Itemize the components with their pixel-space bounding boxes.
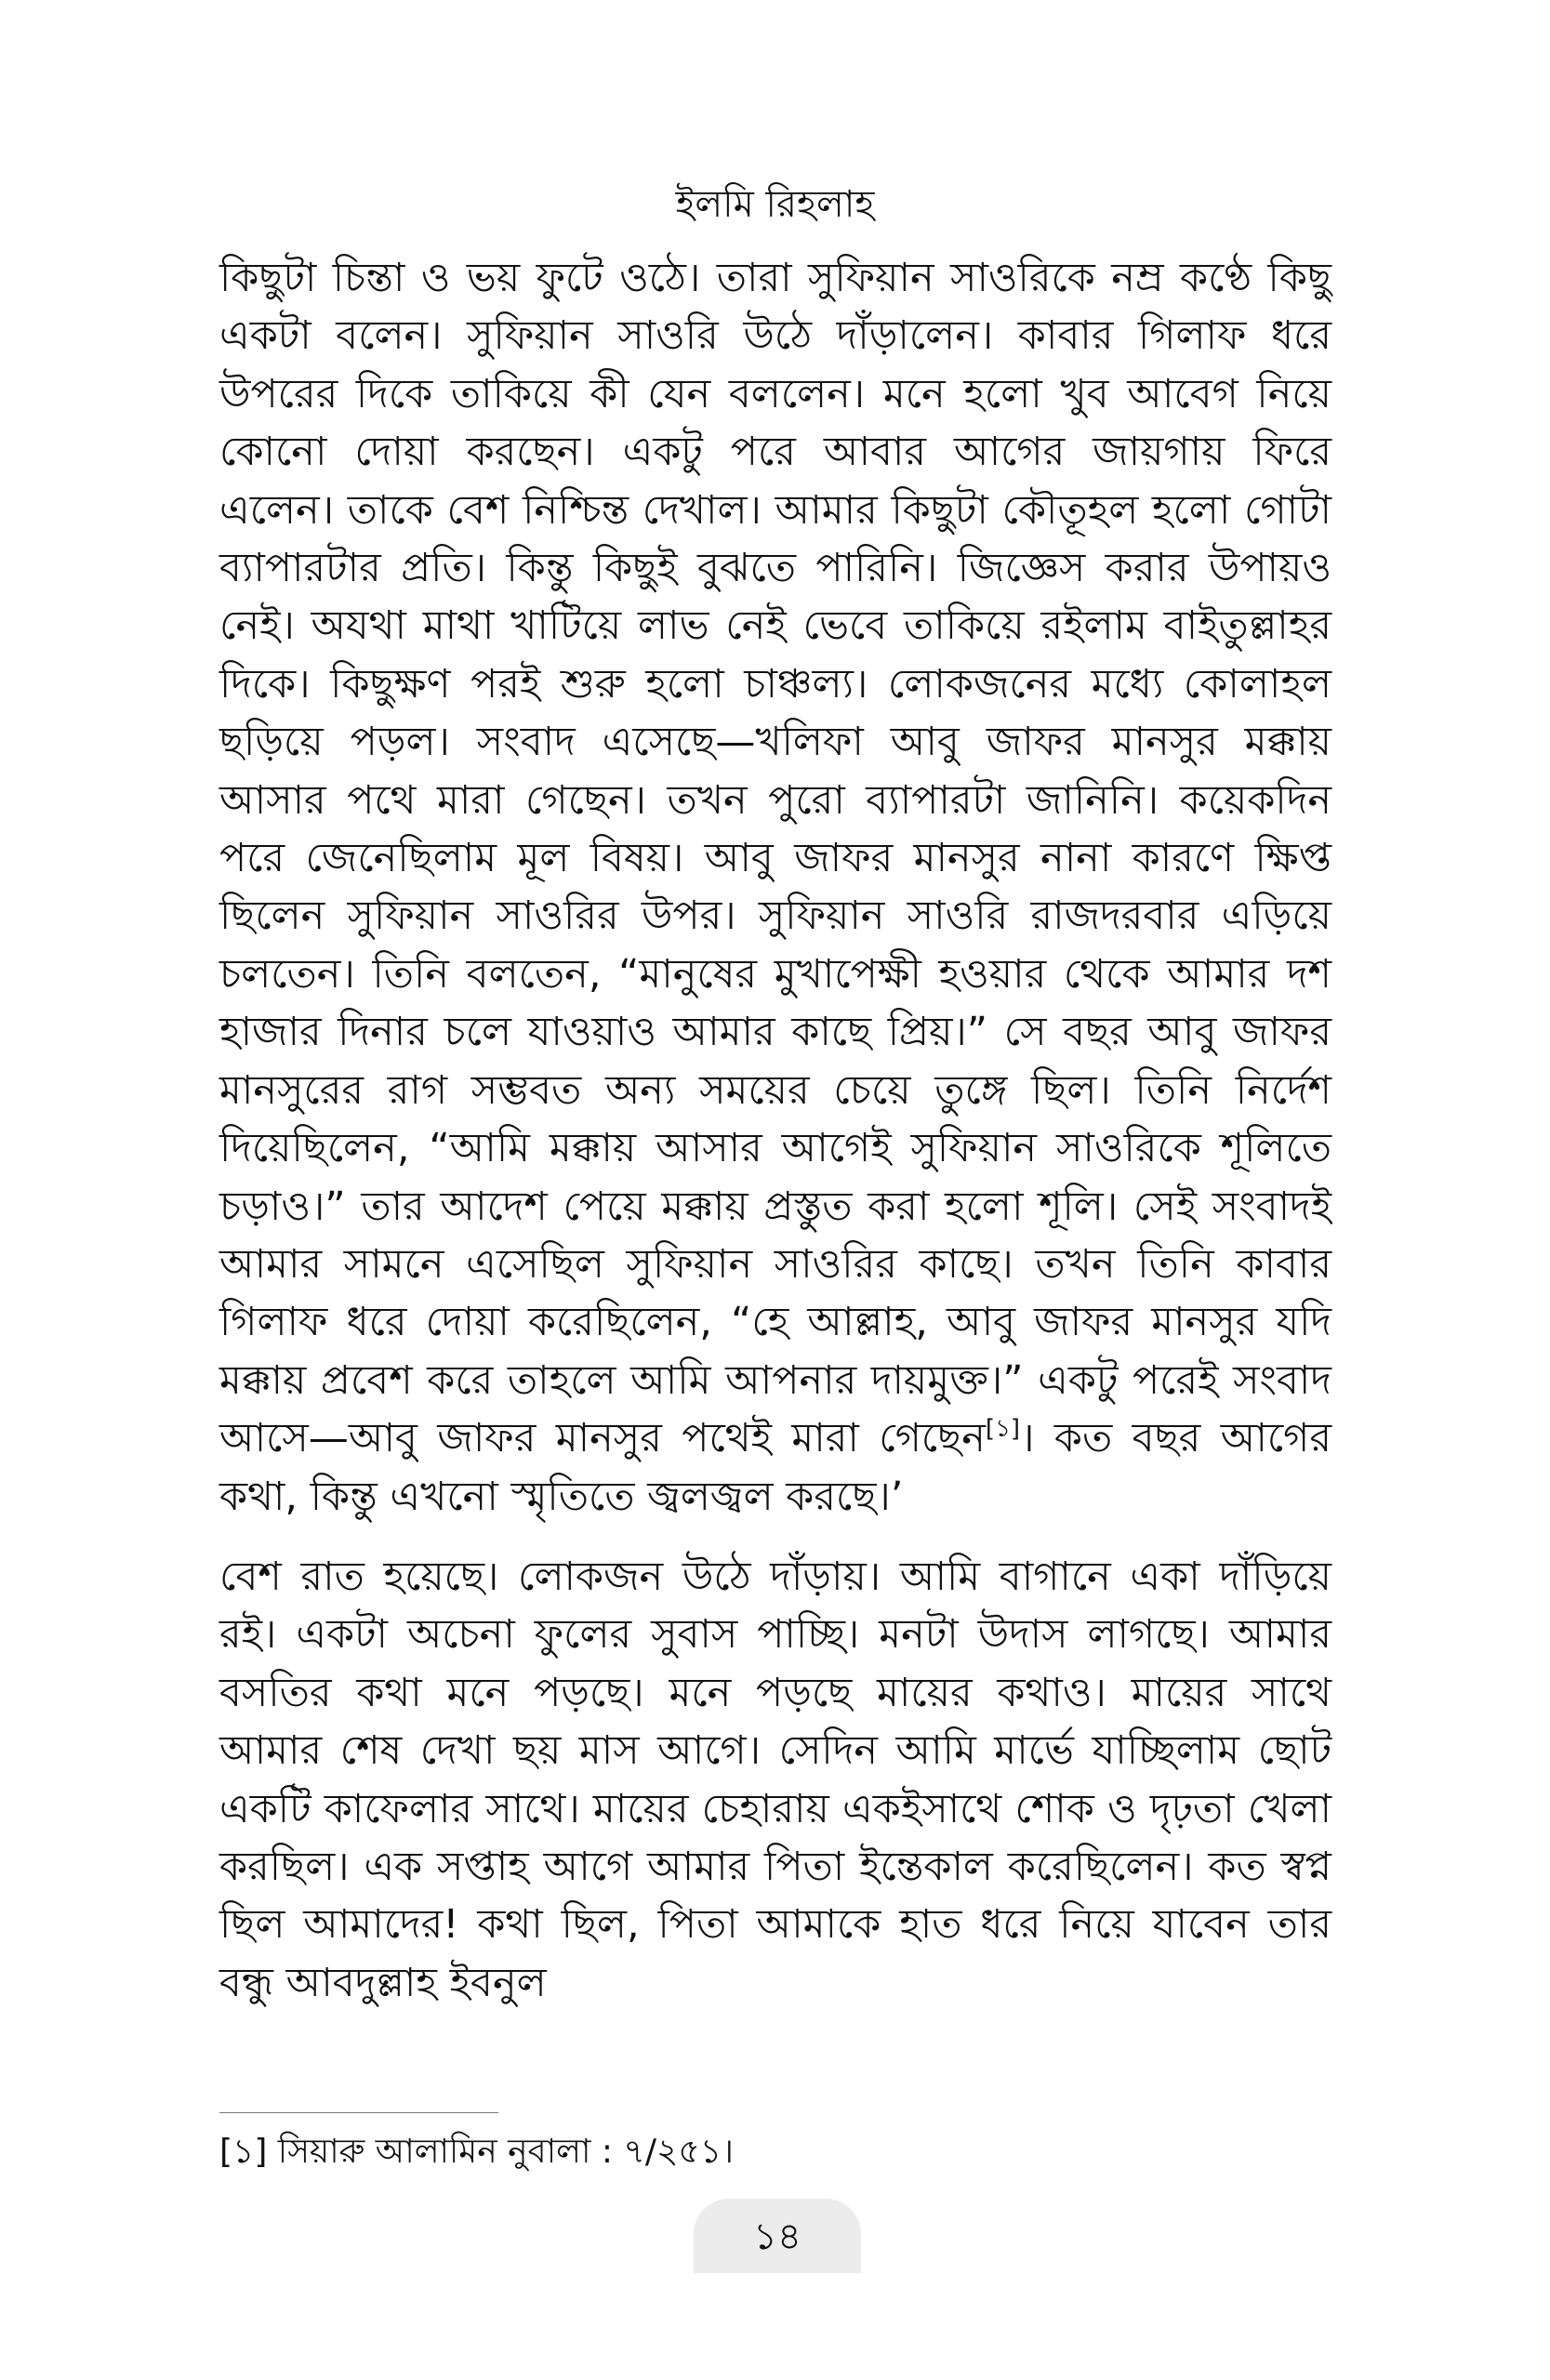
paragraph-2: বেশ রাত হয়েছে। লোকজন উঠে দাঁড়ায়। আমি বাগানে একা দাঁড়িয়ে রই। একটা অচেনা ফুলের সুবাস পাচ্ছি। মনটা উদাস লাগছে। আমার বসতির কথা মনে পড়ছে। মনে পড়ছে মায়ের কথাও। মায়ের সাথে আমার শেষ দেখা ছয় মাস আগে। সেদিন আমি মার্ভে যাচ্ছিলাম ছোট একটি কাফেলার সাথে। মায়ের চেহারায় একইসাথে শোক ও দৃঢ়তা খেলা করছিল। এক সপ্তাহ আগে আমার পিতা ইন্তেকাল করেছিলেন। কত স্বপ্ন ছিল আমাদের! কথা ছিল, পিতা আমাকে হাত ধরে নিয়ে যাবেন তার বন্ধু আবদুল্লাহ ইবনুল (219, 1553, 1331, 2006)
footnote-text: সিয়ারু আলামিন নুবালা : ৭/২৫১। (277, 2133, 734, 2171)
paragraph-1-tail: । কত বছর আগের কথা, কিন্তু এখনো স্মৃতিতে জ্বলজ্বল করছে।’ (219, 1415, 1331, 1520)
paragraph-1-text: কিছুটা চিন্তা ও ভয় ফুটে ওঠে। তারা সুফিয়ান সাওরিকে নম্র কণ্ঠে কিছু একটা বলেন। সুফিয়ান সাওরি উঠে দাঁড়ালেন। কাবার গিলাফ ধরে উপরের দিকে তাকিয়ে কী যেন বললেন। মনে হলো খুব আবেগ নিয়ে কোনো দোয়া করছেন। একটু পরে আবার আগের জায়গায় ফিরে এলেন। তাকে বেশ নিশ্চিন্ত দেখাল। আমার কিছুটা কৌতূহল হলো গোটা ব্যাপারটার প্রতি। কিন্তু কিছুই বুঝতে পারিনি। জিজ্ঞেস করার উপায়ও নেই। অযথা মাথা খাটিয়ে লাভ নেই ভেবে তাকিয়ে রইলাম বাইতুল্লাহর দিকে। কিছুক্ষণ পরই শুরু হলো চাঞ্চল্য। লোকজনের মধ্যে কোলাহল ছড়িয়ে পড়ল। সংবাদ এসেছে—খলিফা আবু জাফর মানসুর মক্কায় আসার পথে মারা গেছেন। তখন পুরো ব্যাপারটা জানিনি। কয়েকদিন পরে জেনেছিলাম মূল বিষয়। আবু জাফর মানসুর নানা কারণে ক্ষিপ্ত ছিলেন সুফিয়ান সাওরির উপর। সুফিয়ান সাওরি রাজদরবার এড়িয়ে চলতেন। তিনি বলতেন, “মানুষের মুখাপেক্ষী হওয়ার থেকে আমার দশ হাজার দিনার চলে যাওয়াও আমার কাছে প্রিয়।” সে বছর আবু জাফর মানসুরের রাগ সম্ভবত অন্য সময়ের চেয়ে তুঙ্গে ছিল। তিনি নির্দেশ দিয়েছিলেন, “আমি মক্কায় আসার আগেই সুফিয়ান সাওরিকে শূলিতে চড়াও।” তার আদেশ পেয়ে মক্কায় প্রস্তুত করা হলো শূলি। সেই সংবাদই আমার সামনে এসেছিল সুফিয়ান সাওরির কাছে। তখন তিনি কাবার গিলাফ ধরে দোয়া করেছিলেন, “হে আল্লাহ, আবু জাফর মানসুর যদি মক্কায় প্রবেশ করে তাহলে আমি আপনার দায়মুক্ত।” একটু পরেই সংবাদ আসে—আবু জাফর মানসুর পথেই মারা গেছেন (219, 255, 1331, 1462)
footnote-marker: [১] (219, 2133, 268, 2171)
paragraph-1 (219, 249, 1331, 1526)
footnote (219, 2129, 1331, 2175)
footnote-divider (219, 2112, 498, 2113)
footnote-reference[interactable]: [১] (985, 1415, 1021, 1444)
body-text (219, 249, 1331, 2012)
running-head-title: ইলমি রিহলাহ (675, 183, 875, 226)
page-number: ১৪ (753, 2215, 801, 2258)
